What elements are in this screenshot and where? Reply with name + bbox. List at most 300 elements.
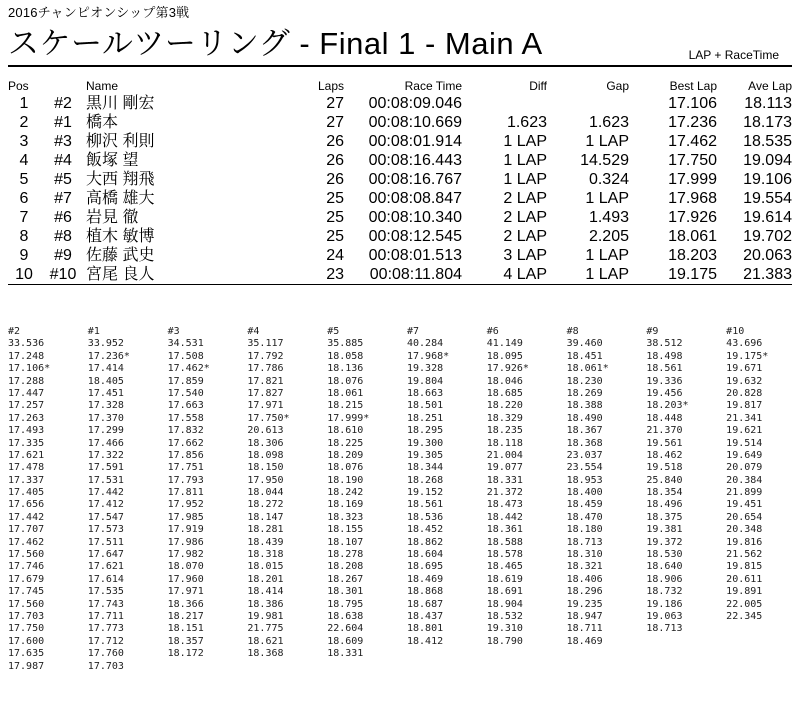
page-title: スケールツーリング - Final 1 - Main A <box>8 26 543 61</box>
cell-pos: 6 <box>19 190 29 207</box>
lap-time: 17.960 <box>167 573 204 585</box>
lap-time: 18.044 <box>247 487 284 499</box>
cell-pos: 7 <box>19 209 29 226</box>
lap-time: 41.149 <box>486 338 523 350</box>
lap-time: 19.518 <box>646 462 683 474</box>
cell-name: 岩見 徹 <box>86 209 139 226</box>
lap-time: 19.632 <box>726 375 763 387</box>
lap-time: 18.070 <box>167 561 204 573</box>
cell-diff: 2 LAP <box>503 228 547 245</box>
lap-time: 18.318 <box>247 549 284 561</box>
lap-time: 18.357 <box>167 635 204 647</box>
cell-race-time: 00:08:01.914 <box>368 133 462 150</box>
lap-time: 18.230 <box>566 375 603 387</box>
cell-name: 橋本 <box>86 114 119 131</box>
lap-time: 18.295 <box>406 425 444 437</box>
cell-car: #3 <box>54 133 72 150</box>
lap-time: 18.209 <box>327 449 364 461</box>
lap-time: 18.281 <box>247 524 284 536</box>
lap-time: 19.328 <box>406 363 444 375</box>
lap-time: 18.368 <box>247 648 284 660</box>
lap-time: 17.635 <box>8 648 45 660</box>
lap-time: 33.952 <box>87 338 124 350</box>
cell-gap: 14.529 <box>580 152 629 169</box>
lap-time: 21.775 <box>247 623 284 635</box>
col-pos-header: Pos <box>8 79 29 93</box>
lap-time: 18.588 <box>486 536 523 548</box>
lap-time: 18.530 <box>646 549 683 561</box>
lap-time: 17.707 <box>8 524 45 536</box>
lap-time: 20.613 <box>247 425 284 437</box>
lap-time: 17.968* <box>406 350 450 362</box>
lap-time: 17.793 <box>167 474 204 486</box>
lap-time: 18.201 <box>247 573 284 585</box>
lap-time: 17.679 <box>8 573 45 585</box>
lap-time: 18.354 <box>646 487 683 499</box>
cell-laps: 26 <box>326 133 344 150</box>
cell-race-time: 00:08:10.669 <box>368 114 462 131</box>
cell-name: 宮尾 良人 <box>86 265 286 285</box>
lap-time: 18.470 <box>566 511 603 523</box>
cell-best-lap: 19.175 <box>629 265 717 285</box>
lap-time: 35.117 <box>247 338 284 350</box>
lap-time: 18.711 <box>566 623 603 635</box>
lap-time: 17.952 <box>167 499 204 511</box>
lap-time: 19.300 <box>406 437 444 449</box>
cell-pos: 2 <box>19 114 29 131</box>
lap-time: 17.971 <box>167 586 204 598</box>
lap-time: 17.773 <box>87 623 124 635</box>
lap-time: 18.235 <box>486 425 523 437</box>
lap-time: 18.296 <box>566 586 603 598</box>
lap-time: 18.107 <box>327 536 364 548</box>
lap-time: 17.750 <box>8 623 45 635</box>
lap-time: 21.562 <box>726 549 763 561</box>
lap-time: 18.459 <box>566 499 603 511</box>
lap-time: 18.098 <box>247 449 284 461</box>
lap-column <box>567 326 647 673</box>
lap-time: 17.560 <box>8 598 45 610</box>
lap-time: 18.269 <box>566 387 603 399</box>
lap-time: 18.076 <box>327 462 364 474</box>
lap-time: 18.732 <box>646 586 683 598</box>
cell-ave-lap: 21.383 <box>717 265 792 285</box>
lap-time: 17.531 <box>87 474 124 486</box>
lap-time: 18.448 <box>646 412 683 424</box>
lap-time: 17.760 <box>87 648 124 660</box>
lap-time: 18.203* <box>646 400 689 412</box>
lap-time: 19.649 <box>726 449 763 461</box>
lap-time: 18.713 <box>566 536 603 548</box>
cell-diff: 4 LAP <box>462 265 547 285</box>
cell-ave-lap: 18.113 <box>744 95 792 112</box>
result-row <box>8 151 792 170</box>
col-best-lap-header: Best Lap <box>669 79 717 93</box>
lap-time: 19.186 <box>646 598 683 610</box>
lap-time: 18.442 <box>486 511 523 523</box>
lap-time: 18.713 <box>646 623 683 635</box>
lap-time: 17.711 <box>87 610 124 622</box>
result-row <box>8 113 792 132</box>
lap-time: 33.536 <box>8 338 45 350</box>
cell-best-lap: 18.061 <box>668 228 717 245</box>
col-race-time-header: Race Time <box>404 79 462 93</box>
cell-best-lap: 17.999 <box>668 171 717 188</box>
lap-time: 18.604 <box>406 549 444 561</box>
lap-time: 19.817 <box>726 400 763 412</box>
lap-column-car: #7 <box>406 326 420 337</box>
cell-pos: 3 <box>19 133 29 150</box>
results-body <box>8 94 792 285</box>
lap-time: 17.746 <box>8 561 45 573</box>
lap-time: 21.341 <box>726 412 763 424</box>
cell-laps: 25 <box>326 228 344 245</box>
lap-time: 21.370 <box>646 425 683 437</box>
lap-time: 35.885 <box>327 338 364 350</box>
lap-time: 17.328 <box>87 400 124 412</box>
lap-time: 18.118 <box>486 437 523 449</box>
cell-best-lap: 17.462 <box>668 133 717 150</box>
lap-time: 17.451 <box>87 387 124 399</box>
lap-time: 18.150 <box>247 462 284 474</box>
lap-column <box>487 326 567 673</box>
lap-time: 18.331 <box>327 648 364 660</box>
lap-time: 17.263 <box>8 412 45 424</box>
lap-time: 19.310 <box>486 623 523 635</box>
lap-time: 18.368 <box>566 437 603 449</box>
lap-time: 18.331 <box>486 474 523 486</box>
lap-time: 18.061* <box>566 363 609 375</box>
cell-best-lap: 17.750 <box>668 152 717 169</box>
lap-time: 17.248 <box>8 350 45 362</box>
cell-car: #2 <box>54 95 72 112</box>
cell-car: #9 <box>54 247 72 264</box>
lap-column <box>247 326 327 673</box>
lap-time: 18.536 <box>406 511 444 523</box>
cell-race-time: 00:08:09.046 <box>368 95 462 112</box>
cell-pos: 1 <box>19 95 29 112</box>
lap-time: 19.456 <box>646 387 683 399</box>
lap-time: 19.804 <box>406 375 444 387</box>
result-row <box>8 265 792 285</box>
lap-time: 40.284 <box>406 338 444 350</box>
lap-time: 17.662 <box>167 437 204 449</box>
cell-ave-lap: 19.614 <box>743 209 792 226</box>
lap-time: 18.306 <box>247 437 284 449</box>
cell-laps: 26 <box>326 152 344 169</box>
lap-time: 17.792 <box>247 350 284 362</box>
cell-name: 柳沢 利則 <box>86 133 155 150</box>
lap-time: 18.076 <box>327 375 364 387</box>
lap-time: 18.501 <box>406 400 444 412</box>
lap-time: 17.743 <box>87 598 124 610</box>
cell-gap: 1 LAP <box>547 265 629 285</box>
lap-time: 18.242 <box>327 487 364 499</box>
cell-race-time: 00:08:11.804 <box>344 265 462 285</box>
cell-gap: 1 LAP <box>585 190 629 207</box>
cell-diff: 1 LAP <box>503 133 547 150</box>
lap-time: 17.573 <box>87 524 124 536</box>
cell-gap: 1 LAP <box>585 247 629 264</box>
lap-time: 39.460 <box>566 338 603 350</box>
lap-time: 17.508 <box>167 350 204 362</box>
lap-time: 20.828 <box>726 387 763 399</box>
lap-time: 18.251 <box>406 412 444 424</box>
lap-time: 18.367 <box>566 425 603 437</box>
lap-time: 17.751 <box>167 462 204 474</box>
lap-time: 17.591 <box>87 462 124 474</box>
cell-race-time: 00:08:10.340 <box>368 209 462 226</box>
lap-time: 17.442 <box>8 511 45 523</box>
lap-time: 18.172 <box>167 648 204 660</box>
lap-time: 34.531 <box>167 338 204 350</box>
cell-best-lap: 17.968 <box>668 190 717 207</box>
lap-time: 18.437 <box>406 610 444 622</box>
result-row <box>8 170 792 189</box>
lap-time: 17.811 <box>167 487 204 499</box>
col-diff-header: Diff <box>529 79 547 93</box>
lap-time: 18.496 <box>646 499 683 511</box>
lap-time: 18.388 <box>566 400 603 412</box>
lap-time: 17.337 <box>8 474 45 486</box>
cell-pos: 9 <box>19 247 29 264</box>
event-subtitle: 2016チャンピオンシップ第3戦 <box>8 5 190 20</box>
lap-time: 20.384 <box>726 474 763 486</box>
lap-time: 18.151 <box>167 623 204 635</box>
lap-time: 18.278 <box>327 549 364 561</box>
lap-time: 17.987 <box>8 660 45 672</box>
lap-time: 19.305 <box>406 449 444 461</box>
lap-time: 17.950 <box>247 474 284 486</box>
lap-time: 19.514 <box>726 437 763 449</box>
lap-time: 19.816 <box>726 536 763 548</box>
lap-time: 18.532 <box>486 610 523 622</box>
lap-time: 17.335 <box>8 437 45 449</box>
cell-ave-lap: 18.535 <box>743 133 792 150</box>
cell-name: 大西 翔飛 <box>86 171 155 188</box>
title-divider <box>8 65 792 67</box>
lap-time: 17.540 <box>167 387 204 399</box>
cell-name: 高橋 雄大 <box>86 190 155 207</box>
lap-time: 21.899 <box>726 487 763 499</box>
lap-time: 18.498 <box>646 350 683 362</box>
lap-time: 18.412 <box>406 635 444 647</box>
cell-ave-lap: 19.554 <box>743 190 792 207</box>
cell-best-lap: 17.926 <box>668 209 717 226</box>
lap-time: 18.947 <box>566 610 603 622</box>
lap-time: 17.442 <box>87 487 124 499</box>
lap-column-car: #1 <box>87 326 100 337</box>
lap-time: 17.786 <box>247 363 284 375</box>
cell-gap <box>547 94 629 113</box>
lap-time: 18.272 <box>247 499 284 511</box>
result-row <box>8 132 792 151</box>
results-table <box>8 79 792 285</box>
cell-ave-lap: 19.106 <box>743 171 792 188</box>
lap-time: 18.220 <box>486 400 523 412</box>
lap-time: 43.696 <box>726 338 763 350</box>
lap-time: 17.614 <box>87 573 124 585</box>
lap-time: 18.868 <box>406 586 444 598</box>
cell-pos: 5 <box>19 171 29 188</box>
lap-time: 18.215 <box>327 400 364 412</box>
lap-column-car: #6 <box>486 326 499 337</box>
cell-ave-lap: 20.063 <box>743 247 792 264</box>
results-header-row <box>8 79 792 94</box>
lap-time: 18.801 <box>406 623 444 635</box>
lap-time: 19.621 <box>726 425 763 437</box>
cell-name: 飯塚 望 <box>86 152 139 169</box>
cell-name: 黒川 剛宏 <box>86 95 155 112</box>
cell-pos: 10 <box>8 265 40 285</box>
result-row <box>8 94 792 113</box>
cell-gap: 1.623 <box>588 114 629 131</box>
lap-time: 18.155 <box>327 524 364 536</box>
lap-time: 18.058 <box>327 350 364 362</box>
cell-diff: 1.623 <box>506 114 547 131</box>
lap-time: 17.547 <box>87 511 124 523</box>
lap-time: 17.466 <box>87 437 124 449</box>
lap-column-car: #8 <box>566 326 579 337</box>
lap-time: 18.465 <box>486 561 523 573</box>
cell-ave-lap: 19.094 <box>743 152 792 169</box>
lap-time: 21.004 <box>486 449 523 461</box>
cell-name: 植木 敏博 <box>86 228 155 245</box>
lap-time: 17.703 <box>8 610 45 622</box>
lap-time: 17.982 <box>167 549 204 561</box>
lap-time: 17.919 <box>167 524 204 536</box>
lap-column-car: #9 <box>646 326 659 337</box>
cell-laps: 25 <box>326 209 344 226</box>
lap-time: 17.414 <box>87 363 124 375</box>
lap-time: 18.414 <box>247 586 284 598</box>
lap-column-car: #3 <box>167 326 180 337</box>
lap-time: 17.859 <box>167 375 204 387</box>
lap-time: 17.986 <box>167 536 204 548</box>
lap-time: 17.412 <box>87 499 124 511</box>
lap-time: 18.208 <box>327 561 364 573</box>
lap-time: 18.180 <box>566 524 603 536</box>
cell-ave-lap: 18.173 <box>743 114 792 131</box>
lap-time: 17.288 <box>8 375 45 387</box>
lap-time: 19.175* <box>726 350 769 362</box>
lap-time: 18.375 <box>646 511 683 523</box>
lap-time: 25.840 <box>646 474 683 486</box>
lap-time: 18.136 <box>327 363 364 375</box>
lap-time: 17.827 <box>247 387 284 399</box>
result-row <box>8 227 792 246</box>
cell-gap: 1.493 <box>588 209 629 226</box>
lap-time: 17.370 <box>87 412 124 424</box>
cell-car: #1 <box>54 114 72 131</box>
lap-time: 17.647 <box>87 549 124 561</box>
cell-best-lap: 18.203 <box>668 247 717 264</box>
lap-time: 17.621 <box>87 561 124 573</box>
lap-time: 19.152 <box>406 487 444 499</box>
lap-time: 17.478 <box>8 462 45 474</box>
lap-column <box>646 326 726 673</box>
lap-time: 18.361 <box>486 524 523 536</box>
lap-time: 19.235 <box>566 598 603 610</box>
lap-time: 17.511 <box>87 536 124 548</box>
cell-car: #8 <box>54 228 72 245</box>
lap-time: 22.345 <box>726 610 763 622</box>
lap-time: 18.685 <box>486 387 523 399</box>
lap-time: 19.372 <box>646 536 683 548</box>
lap-time: 17.493 <box>8 425 45 437</box>
lap-time: 18.321 <box>566 561 603 573</box>
mode-label: LAP + RaceTime <box>688 48 779 62</box>
cell-race-time: 00:08:08.847 <box>368 190 462 207</box>
lap-time: 18.095 <box>486 350 523 362</box>
lap-time: 17.299 <box>87 425 124 437</box>
cell-laps: 26 <box>326 171 344 188</box>
lap-time: 18.904 <box>486 598 523 610</box>
lap-time: 18.301 <box>327 586 364 598</box>
lap-time: 18.147 <box>247 511 284 523</box>
lap-time: 18.862 <box>406 536 444 548</box>
lap-time: 18.061 <box>327 387 364 399</box>
lap-time: 17.656 <box>8 499 45 511</box>
cell-best-lap: 17.106 <box>668 95 717 112</box>
lap-time: 21.372 <box>486 487 523 499</box>
lap-time: 18.217 <box>167 610 204 622</box>
lap-time: 18.400 <box>566 487 603 499</box>
lap-time: 19.063 <box>646 610 683 622</box>
lap-time: 17.971 <box>247 400 284 412</box>
cell-gap: 0.324 <box>588 171 629 188</box>
lap-time: 18.490 <box>566 412 603 424</box>
cell-name: 佐藤 武史 <box>86 247 155 264</box>
lap-column-car: #10 <box>726 326 745 337</box>
lap-time: 18.406 <box>566 573 603 585</box>
lap-time: 18.663 <box>406 387 444 399</box>
lap-time: 17.745 <box>8 586 45 598</box>
lap-time: 19.981 <box>247 610 284 622</box>
lap-time: 18.790 <box>486 635 523 647</box>
lap-time: 19.381 <box>646 524 683 536</box>
lap-time: 17.322 <box>87 449 124 461</box>
lap-time: 23.037 <box>566 449 603 461</box>
lap-time: 17.560 <box>8 549 45 561</box>
lap-time: 18.462 <box>646 449 683 461</box>
lap-time: 18.323 <box>327 511 364 523</box>
lap-time: 20.654 <box>726 511 763 523</box>
cell-diff: 1 LAP <box>503 171 547 188</box>
lap-column-car: #4 <box>247 326 260 337</box>
lap-time: 18.366 <box>167 598 204 610</box>
cell-pos: 8 <box>19 228 29 245</box>
lap-time: 18.469 <box>566 635 603 647</box>
cell-gap: 2.205 <box>588 228 629 245</box>
lap-column-car: #5 <box>327 326 340 337</box>
lap-times-grid <box>8 326 800 673</box>
cell-best-lap: 17.236 <box>668 114 717 131</box>
lap-time: 18.906 <box>646 573 683 585</box>
lap-column <box>8 326 88 673</box>
lap-time: 17.405 <box>8 487 45 499</box>
lap-time: 19.336 <box>646 375 683 387</box>
lap-column <box>327 326 407 673</box>
cell-ave-lap: 19.702 <box>743 228 792 245</box>
lap-time: 18.225 <box>327 437 364 449</box>
lap-column <box>168 326 248 673</box>
lap-time: 17.257 <box>8 400 45 412</box>
lap-time: 17.462* <box>167 363 210 375</box>
lap-time: 18.451 <box>566 350 603 362</box>
lap-column <box>88 326 168 673</box>
lap-time: 19.671 <box>726 363 763 375</box>
